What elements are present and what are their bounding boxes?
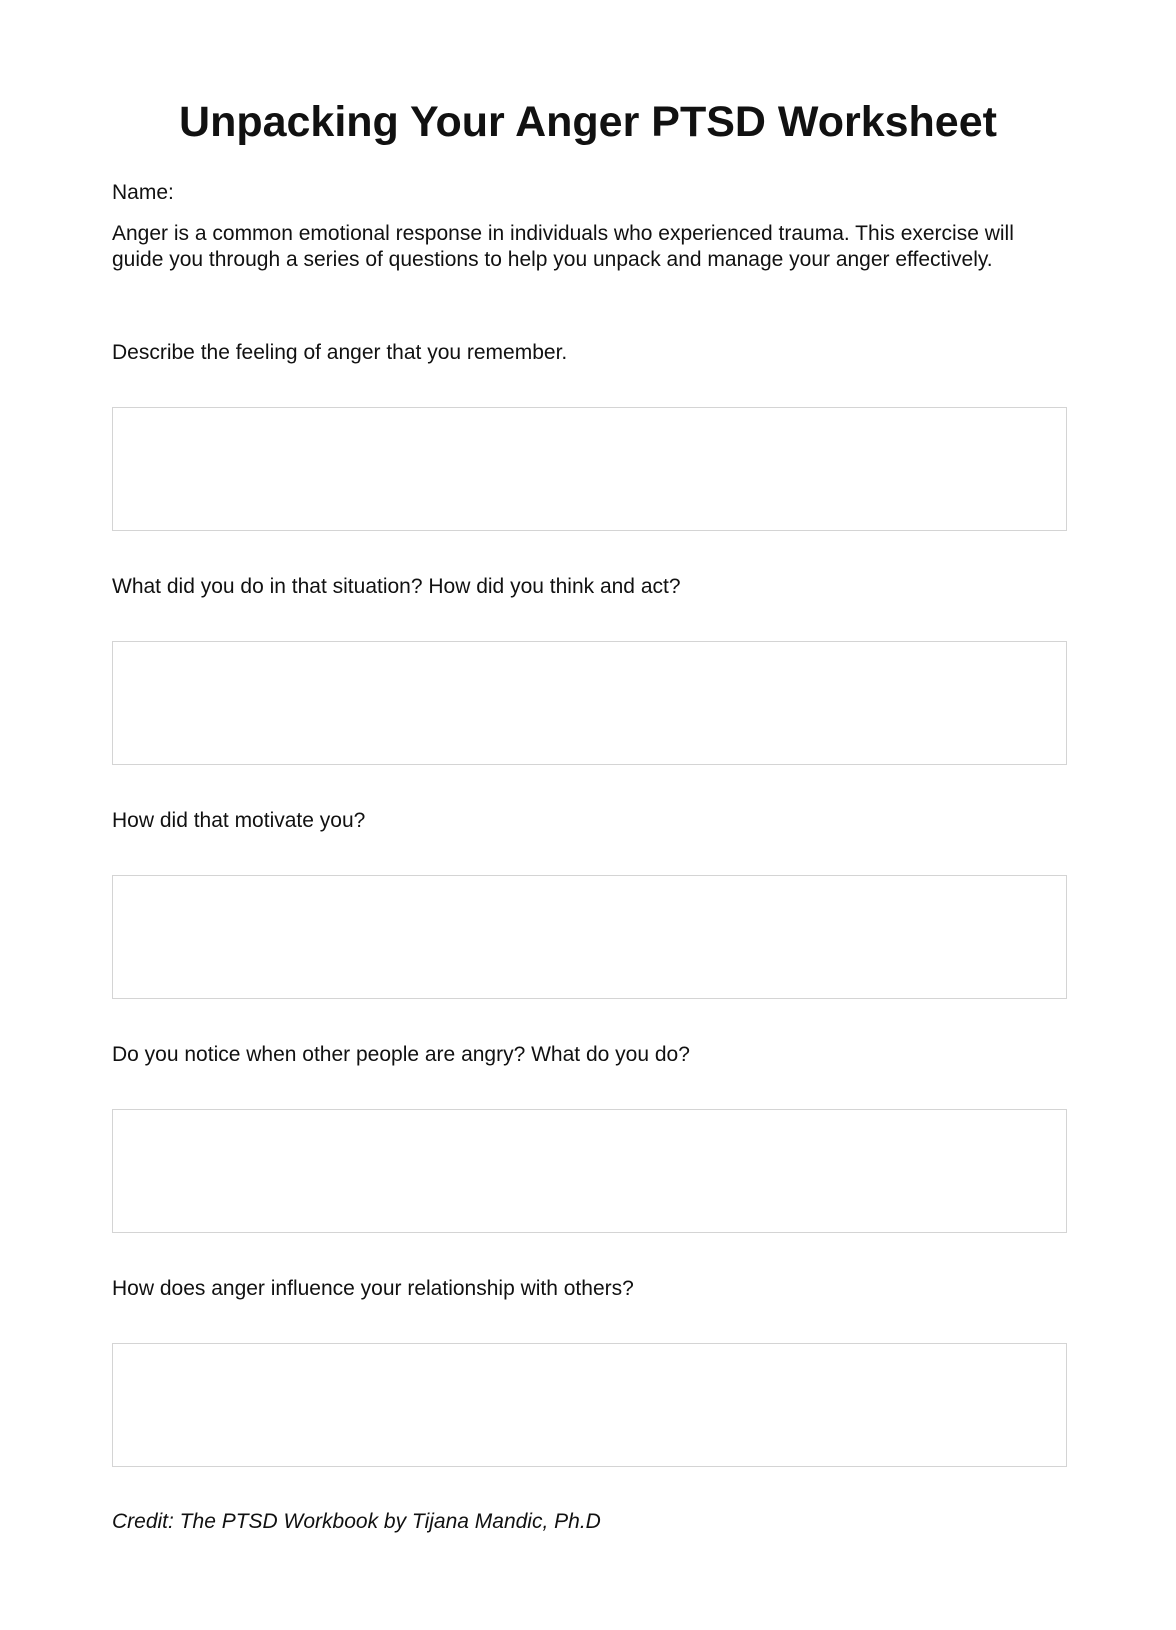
question-1: Describe the feeling of anger that you remember. [112,341,568,364]
answer-box-4[interactable] [112,1109,1067,1233]
answer-box-5[interactable] [112,1343,1067,1467]
answer-box-3[interactable] [112,875,1067,999]
question-2: What did you do in that situation? How did you think and act? [112,575,681,598]
page-title: Unpacking Your Anger PTSD Worksheet [179,98,997,146]
question-5: How does anger influence your relationship with others? [112,1277,634,1300]
answer-box-2[interactable] [112,641,1067,765]
question-3: How did that motivate you? [112,809,366,832]
credit-line: Credit: The PTSD Workbook by Tijana Mandic, Ph.D [112,1510,601,1533]
question-4: Do you notice when other people are angry? What do you do? [112,1043,690,1066]
answer-box-1[interactable] [112,407,1067,531]
name-label: Name: [112,181,174,204]
intro-paragraph: Anger is a common emotional response in individuals who experienced trauma. This exercise will guide you through a series of questions to help you unpack and manage your anger effectively. [112,222,1014,271]
